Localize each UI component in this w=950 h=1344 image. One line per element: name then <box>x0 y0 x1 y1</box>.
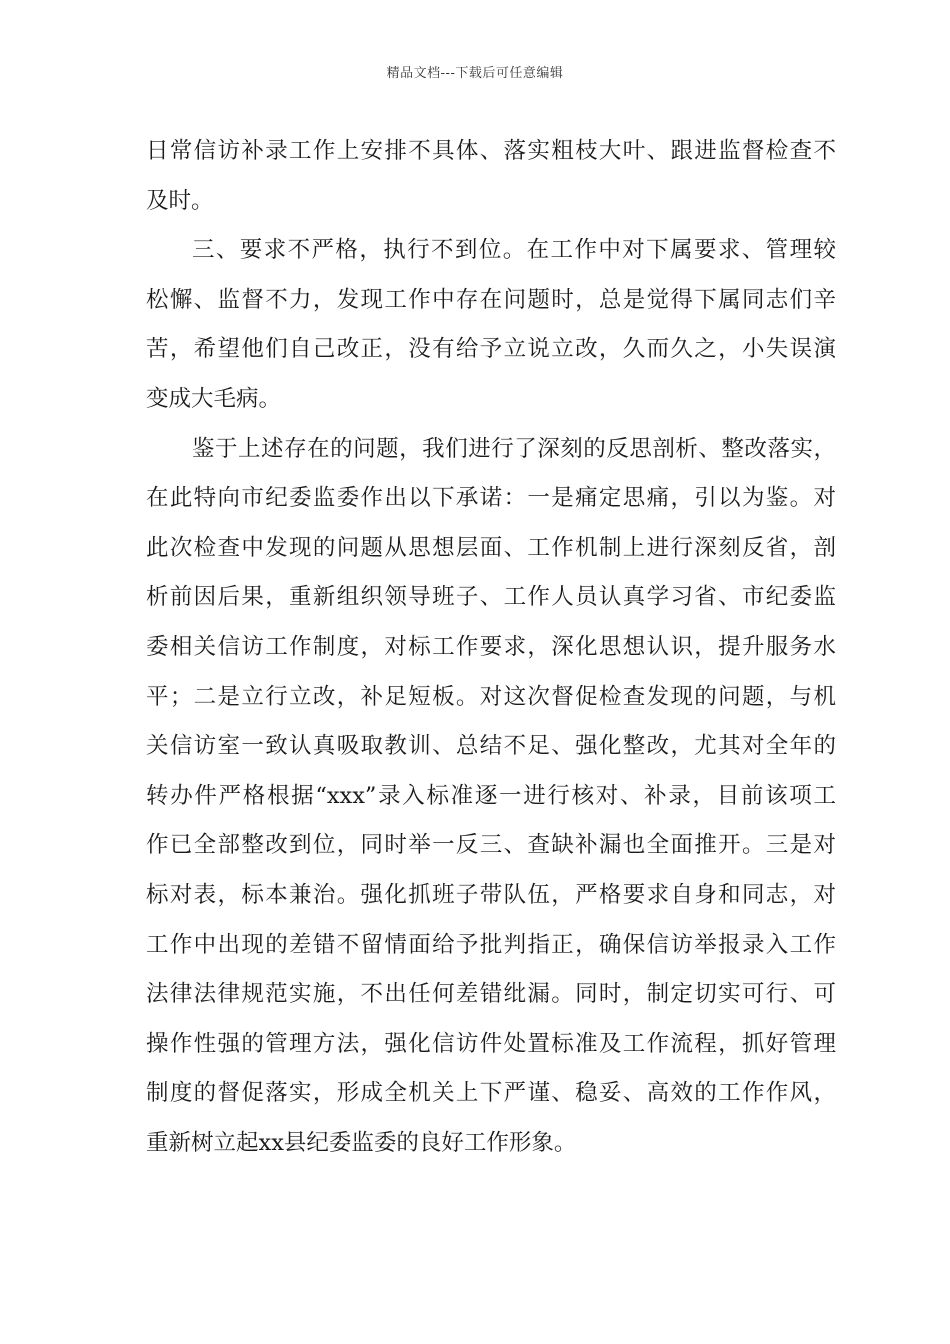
text-line: 操作性强的管理方法，强化信访件处置标准及工作流程，抓好管理 <box>146 1030 836 1057</box>
text-line: 及时。 <box>146 187 214 214</box>
document-body <box>146 127 836 1168</box>
text-line: 此次检查中发现的问题从思想层面、工作机制上进行深刻反省，剖 <box>146 534 836 561</box>
text-line: 标对表，标本兼治。强化抓班子带队伍，严格要求自身和同志，对 <box>146 881 836 908</box>
text-line: 重新树立起xx县纪委监委的良好工作形象。 <box>146 1129 577 1156</box>
text-line: 转办件严格根据“xxx”录入标准逐一进行核对、补录，目前该项工 <box>146 782 836 809</box>
text-line: 苦，希望他们自己改正，没有给予立说立改，久而久之，小失误演 <box>146 336 836 363</box>
text-line: 法律法律规范实施，不出任何差错纰漏。同时，制定切实可行、可 <box>146 981 836 1008</box>
page-header: 精品文档---下载后可任意编辑 <box>386 66 564 81</box>
text-line: 制度的督促落实，形成全机关上下严谨、稳妥、高效的工作作风， <box>146 1080 836 1107</box>
text-line: 鉴于上述存在的问题，我们进行了深刻的反思剖析、整改落实， <box>192 435 836 462</box>
text-line: 在此特向市纪委监委作出以下承诺：一是痛定思痛，引以为鉴。对 <box>146 485 836 512</box>
text-line: 作已全部整改到位，同时举一反三、查缺补漏也全面推开。三是对 <box>146 832 836 859</box>
text-line: 平；二是立行立改，补足短板。对这次督促检查发现的问题，与机 <box>146 683 836 710</box>
text-line: 变成大毛病。 <box>146 385 282 412</box>
text-line: 析前因后果，重新组织领导班子、工作人员认真学习省、市纪委监 <box>146 584 836 611</box>
text-line: 日常信访补录工作上安排不具体、落实粗枝大叶、跟进监督检查不 <box>146 138 836 164</box>
text-line: 委相关信访工作制度，对标工作要求，深化思想认识，提升服务水 <box>146 633 836 660</box>
text-line: 工作中出现的差错不留情面给予批判指正，确保信访举报录入工作 <box>146 931 836 958</box>
text-line: 松懈、监督不力，发现工作中存在问题时，总是觉得下属同志们辛 <box>146 286 836 313</box>
text-line: 三、要求不严格，执行不到位。在工作中对下属要求、管理较 <box>192 237 836 264</box>
text-line: 关信访室一致认真吸取教训、总结不足、强化整改，尤其对全年的 <box>146 733 836 760</box>
